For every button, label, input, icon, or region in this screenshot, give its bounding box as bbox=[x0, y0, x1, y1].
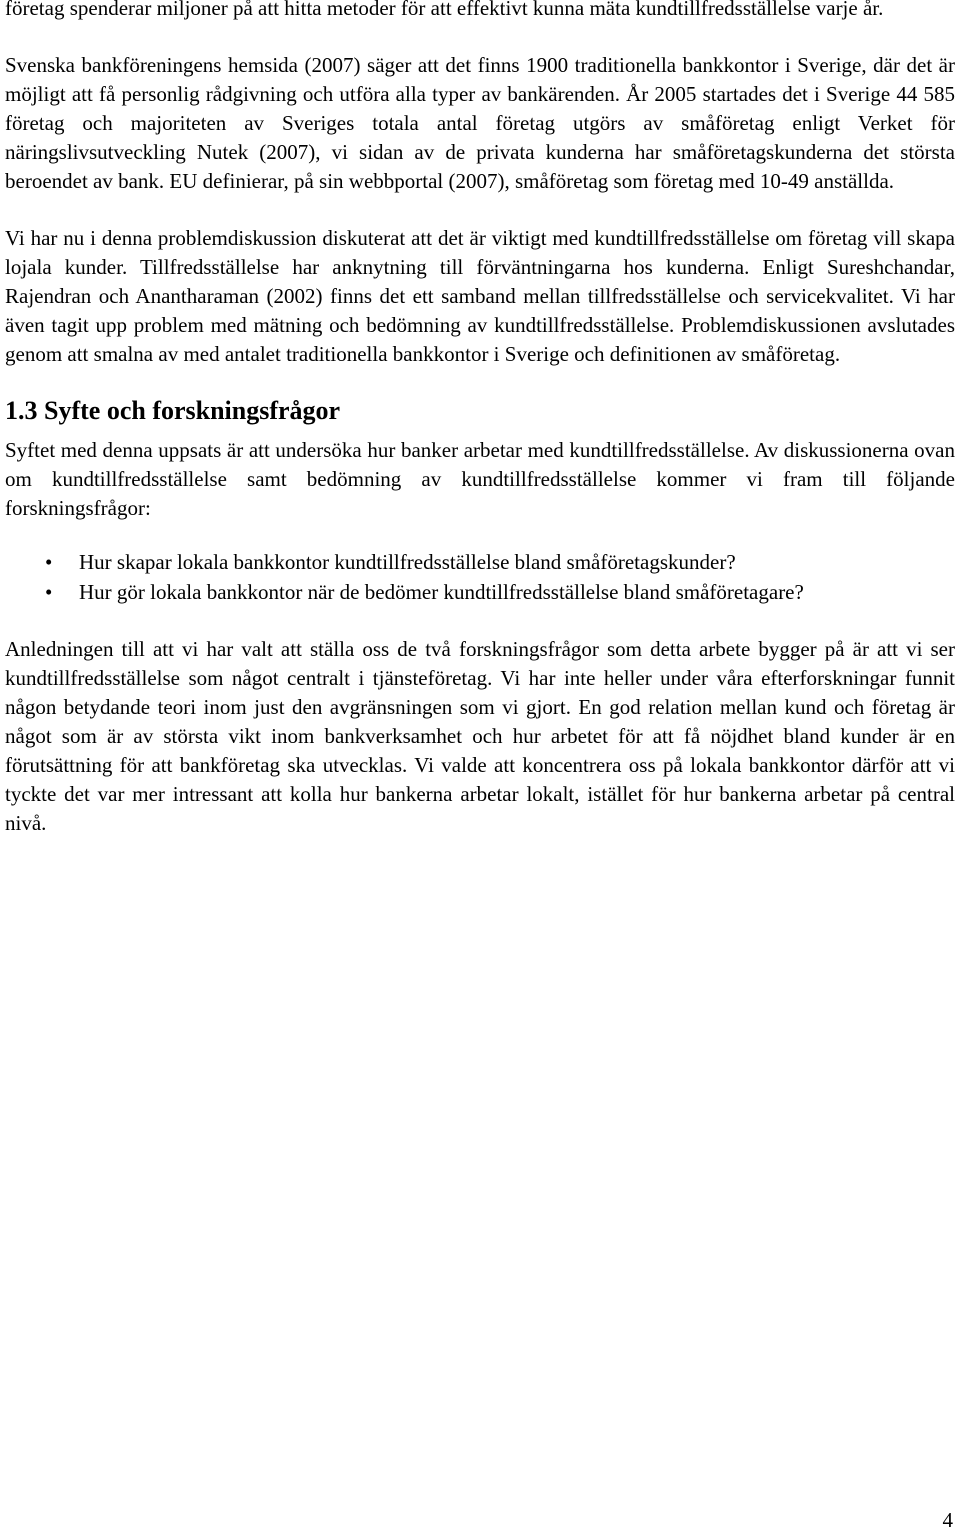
paragraph-intro-continuation: företag spenderar miljoner på att hitta metoder för att effektivt kunna mäta kundtillfredsställelse varje år. bbox=[5, 0, 884, 20]
document-page bbox=[5, 0, 955, 838]
paragraph-purpose: Syftet med denna uppsats är att undersöka hur banker arbetar med kundtillfredsställelse. Av diskussionerna ovan om kundtillfredsställelse samt bedömning av kundtillfredsställelse kommer vi fram till följande forskningsfrågor: bbox=[5, 438, 955, 520]
bullet-icon: • bbox=[45, 580, 53, 604]
list-item bbox=[5, 547, 955, 577]
research-question-2: Hur gör lokala bankkontor när de bedömer kundtillfredsställelse bland småföretagare? bbox=[79, 580, 804, 604]
bullet-icon: • bbox=[45, 550, 53, 574]
list-item bbox=[5, 577, 955, 607]
research-questions-list bbox=[5, 547, 955, 607]
page-number: 4 bbox=[942, 1508, 953, 1532]
paragraph-motivation: Anledningen till att vi har valt att ställa oss de två forskningsfrågor som detta arbete bygger på är att vi ser kundtillfredsställelse som något centralt i tjänsteföretag. Vi har inte heller under våra efterforskningar funnit någon betydande teori inom just den avgränsningen som vi gjort. En god relation mellan kund och företag är något som är av största vikt inom bankverksamhet och hur arbetet för att få nöjdhet bland kunder är en förutsättning för att bankföretag ska utvecklas. Vi valde att koncentrera oss på lokala bankkontor därför att vi tyckte det var mer intressant att kolla hur bankerna arbetar lokalt, istället för hur bankerna arbetar på central nivå. bbox=[5, 637, 955, 835]
section-heading: 1.3 Syfte och forskningsfrågor bbox=[5, 396, 341, 425]
paragraph-problem-summary: Vi har nu i denna problemdiskussion diskuterat att det är viktigt med kundtillfredsställelse om företag vill skapa lojala kunder. Tillfredsställelse har anknytning till förväntningarna hos kunderna. Enligt Sureshchandar, Rajendran och Anantharaman (2002) finns det ett samband mellan tillfredsställelse och servicekvalitet. Vi har även tagit upp problem med mätning och bedömning av kundtillfredsställelse. Problemdiskussionen avslutades genom att smalna av med antalet traditionella bankkontor i Sverige och definitionen av småföretag. bbox=[5, 226, 955, 366]
paragraph-bank-statistics: Svenska bankföreningens hemsida (2007) säger att det finns 1900 traditionella bankkontor i Sverige, där det är möjligt att få personlig rådgivning och utföra alla typer av bankärenden. År 2005 startades det i Sverige 44 585 företag och majoriteten av Sveriges totala antal företag utgörs av småföretag enligt Verket för näringslivsutveckling Nutek (2007), vi sidan av de privata kunderna har småföretagskunderna det största beroendet av bank. EU definierar, på sin webbportal (2007), småföretag som företag med 10-49 anställda. bbox=[5, 53, 955, 193]
research-question-1: Hur skapar lokala bankkontor kundtillfredsställelse bland småföretagskunder? bbox=[79, 550, 736, 574]
